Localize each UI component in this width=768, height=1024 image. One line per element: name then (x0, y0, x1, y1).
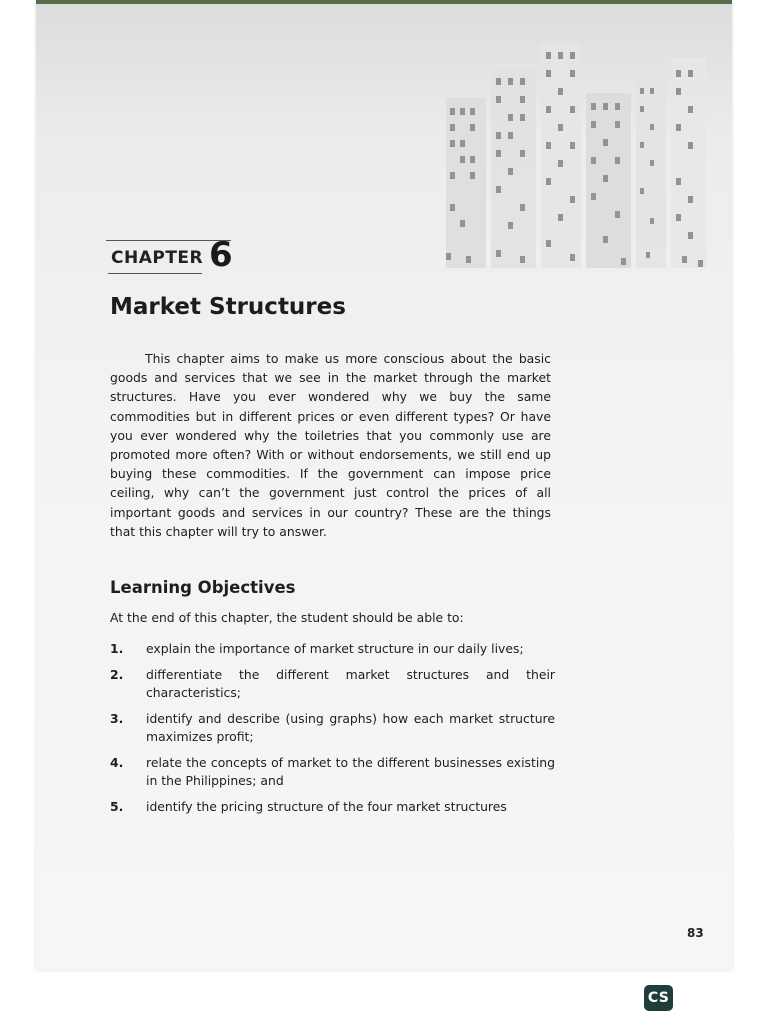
chapter-label: CHAPTER (111, 248, 204, 268)
learning-objectives-lead: At the end of this chapter, the student should be able to: (110, 610, 464, 625)
camscanner-badge-label: CS (647, 990, 670, 1006)
objective-item (110, 666, 555, 703)
learning-objectives-heading: Learning Objectives (110, 578, 296, 597)
objective-text: identify and describe (using graphs) how each market structure maximizes profit; (146, 710, 555, 744)
city-skyline-illustration (436, 28, 716, 278)
chapter-number: 6 (209, 235, 233, 275)
chapter-underline (108, 273, 202, 274)
objective-item (110, 710, 555, 747)
objective-number: 1. (110, 641, 124, 656)
learning-objectives-list (110, 640, 555, 823)
chapter-title: Market Structures (110, 294, 346, 320)
objective-number: 3. (110, 710, 124, 726)
objective-text: explain the importance of market structure in our daily lives; (146, 641, 524, 656)
camscanner-badge (644, 985, 673, 1011)
page-top-strip (36, 0, 732, 4)
objective-text: relate the concepts of market to the different businesses existing in the Philippines; and (146, 754, 555, 788)
objective-number: 5. (110, 798, 124, 814)
objective-item (110, 754, 555, 791)
page-number: 83 (687, 926, 704, 940)
objective-number: 4. (110, 754, 124, 770)
objective-number: 2. (110, 666, 124, 682)
book-page (36, 0, 732, 970)
objective-item (110, 798, 555, 817)
objective-item (110, 640, 555, 659)
objective-text: identify the pricing structure of the four market structures (146, 798, 507, 814)
intro-paragraph: This chapter aims to make us more conscious about the basic goods and services that we see in the market through the market structures. Have you ever wondered why we buy the same commodities but in different prices or even different types? Or have you ever wondered why the toiletries that you commonly use are promoted more often? With or without endorsements, we still end up buying these commodities. If the government can impose price ceiling, why can’t the government just control the prices of all important goods and services in our country? These are the things that this chapter will try to answer. (110, 351, 551, 539)
objective-text: differentiate the different market structures and their characteristics; (146, 666, 555, 700)
